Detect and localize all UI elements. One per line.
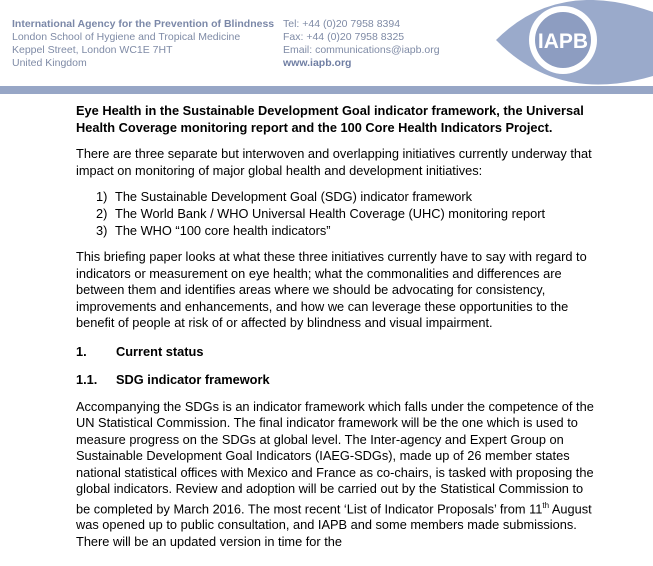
- list-item: [76, 188, 596, 205]
- list-number: 3): [96, 223, 108, 238]
- list-item: [76, 222, 596, 239]
- briefing-paragraph: This briefing paper looks at what these three initiatives currently have to say with regard to indicators or measurement on eye health; what the commonalities and differences are between them and identifies areas where we should be advocating for consistency, improvements and enhancements, and how we can leverage these opportunities to the benefit of people at risk of or affected by blindness and visual impairment.: [76, 249, 587, 330]
- body-text-continued: August was opened up to public consultation, and IAPB and some members made submissions. There will be an updated version in time for the: [76, 500, 592, 549]
- intro-paragraph: There are three separate but interwoven and overlapping initiatives currently underway that impact on monitoring of major global health and development initiatives:: [76, 146, 592, 178]
- website-link[interactable]: www.iapb.org: [283, 57, 352, 69]
- eye-logo-icon: [488, 0, 653, 86]
- logo-text: IAPB: [537, 30, 589, 53]
- list-item: [76, 205, 596, 222]
- section-number: 1.: [76, 343, 87, 359]
- subsection-title: SDG indicator framework: [116, 372, 270, 387]
- body-paragraph: [76, 399, 596, 551]
- superscript: th: [542, 500, 550, 510]
- subsection-number: 1.1.: [76, 372, 98, 387]
- address-line: London School of Hygiene and Tropical Medicine: [12, 31, 241, 43]
- letterhead: [0, 0, 653, 86]
- iapb-logo: [488, 0, 653, 86]
- organization-block: [12, 18, 274, 70]
- list-text: The World Bank / WHO Universal Health Coverage (UHC) monitoring report: [115, 206, 546, 221]
- initiatives-list: [76, 188, 596, 239]
- body-text: Accompanying the SDGs is an indicator framework which falls under the competence of the UN Statistical Commission. The final indicator framework will be the one which is used to measure progress on the SDGs at global level. The Inter-agency and Expert Group on Sustainable Development Goal Indicators (IAEG-SDGs), made up of 26 member states national statistical offices with Mexico and France as co-chairs, is tasked with proposing the global indicators. Review and adoption will be carried out by the Statistical Commission to be completed by March 2016. The most recent ‘List of Indicator Proposals’ from 11: [76, 398, 594, 516]
- telephone: Tel: +44 (0)20 7958 8394: [283, 18, 401, 30]
- address-line: United Kingdom: [12, 57, 87, 69]
- contact-block: [283, 18, 440, 70]
- list-number: 2): [96, 206, 108, 221]
- subsection-heading: [76, 372, 596, 389]
- section-heading: [76, 344, 596, 361]
- organization-name: International Agency for the Prevention of Blindness: [12, 18, 275, 30]
- address-line: Keppel Street, London WC1E 7HT: [12, 44, 173, 56]
- header-divider: [0, 86, 653, 94]
- list-number: 1): [96, 189, 108, 204]
- email: Email: communications@iapb.org: [283, 44, 440, 56]
- list-text: The WHO “100 core health indicators”: [115, 223, 331, 238]
- list-text: The Sustainable Development Goal (SDG) indicator framework: [115, 189, 473, 204]
- fax: Fax: +44 (0)20 7958 8325: [283, 31, 405, 43]
- section-title: Current status: [116, 343, 204, 359]
- document-title: Eye Health in the Sustainable Development Goal indicator framework, the Universal Health Coverage monitoring report and the 100 Core Health Indicators Project.: [76, 103, 584, 135]
- document-body: [76, 103, 596, 550]
